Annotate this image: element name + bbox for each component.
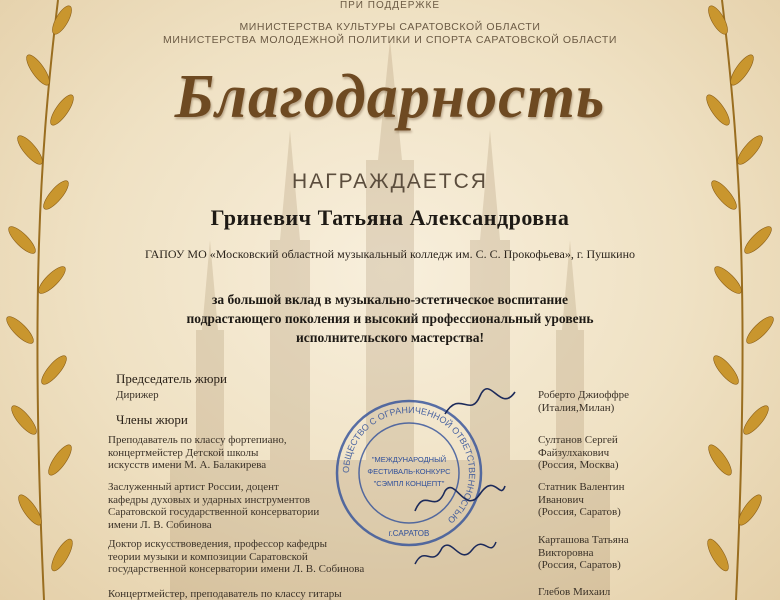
- awarded-label: НАГРАЖДАЕТСЯ: [292, 170, 488, 193]
- member-1-role: Преподаватель по классу фортепиано, концертмейстер Детской школы искусств имени М. А. Балакирева: [108, 434, 287, 471]
- chair-signature: [440, 384, 520, 424]
- reason-line-2: подрастающего поколения и высокий профессиональный уровень: [186, 311, 594, 326]
- stamp-outer-text: ОБЩЕСТВО С ОГРАНИЧЕННОЙ ОТВЕТСТВЕННОСТЬЮ: [340, 404, 478, 526]
- member-2-name: Статник Валентин Иванович (Россия, Саратов): [538, 481, 625, 518]
- jury-chair-heading: Председатель жюри: [116, 371, 227, 386]
- member-2-signature: [410, 476, 510, 521]
- member-4-role: Концертмейстер, преподаватель по классу гитары: [108, 588, 342, 600]
- ministry-culture: МИНИСТЕРСТВА КУЛЬТУРЫ САРАТОВСКОЙ ОБЛАСТИ: [239, 21, 541, 33]
- recipient-organization: ГАПОУ МО «Московский областной музыкальный колледж им. С. С. Прокофьева», г. Пушкино: [144, 247, 636, 261]
- stamp-inner-3: "СЭМПЛ КОНЦЕПТ": [373, 479, 445, 488]
- stamp-city: г.САРАТОВ: [388, 529, 430, 538]
- reason-line-3: исполнительского мастерства!: [296, 330, 484, 345]
- member-2-role: Заслуженный артист России, доцент кафедры духовых и ударных инструментов Саратовской государственной консерватории имени Л. В. Собинова: [108, 481, 320, 531]
- member-3-signature: [410, 534, 500, 574]
- member-3-name: Карташова Татьяна Викторовна (Россия, Саратов): [538, 534, 629, 571]
- certificate-title: Благодарность: [174, 63, 606, 131]
- reason-line-1: за большой вклад в музыкально-эстетическое воспитание: [212, 292, 568, 307]
- member-3-role: Доктор искусствоведения, профессор кафедры теории музыки и композиции Саратовской государственной консерватории имени Л. В. Собинова: [108, 538, 365, 575]
- stamp-inner-1: "МЕЖДУНАРОДНЫЙ: [371, 455, 447, 464]
- jury-chair-role: Дирижер: [116, 389, 159, 401]
- member-1-name: Султанов Сергей Файзулхакович (Россия, Москва): [538, 434, 619, 471]
- support-label: ПРИ ПОДДЕРЖКЕ: [339, 0, 441, 11]
- stamp-inner-2: ФЕСТИВАЛЬ-КОНКУРС: [367, 467, 451, 476]
- chair-name: Роберто Джиоффре (Италия,Милан): [538, 389, 630, 414]
- ministry-youth: МИНИСТЕРСТВА МОЛОДЕЖНОЙ ПОЛИТИКИ И СПОРТА САРАТОВСКОЙ ОБЛАСТИ: [162, 34, 617, 46]
- recipient-name: Гриневич Татьяна Александровна: [210, 205, 570, 230]
- member-4-name: Глебов Михаил: [538, 586, 611, 598]
- jury-members-heading: Члены жюри: [116, 412, 188, 427]
